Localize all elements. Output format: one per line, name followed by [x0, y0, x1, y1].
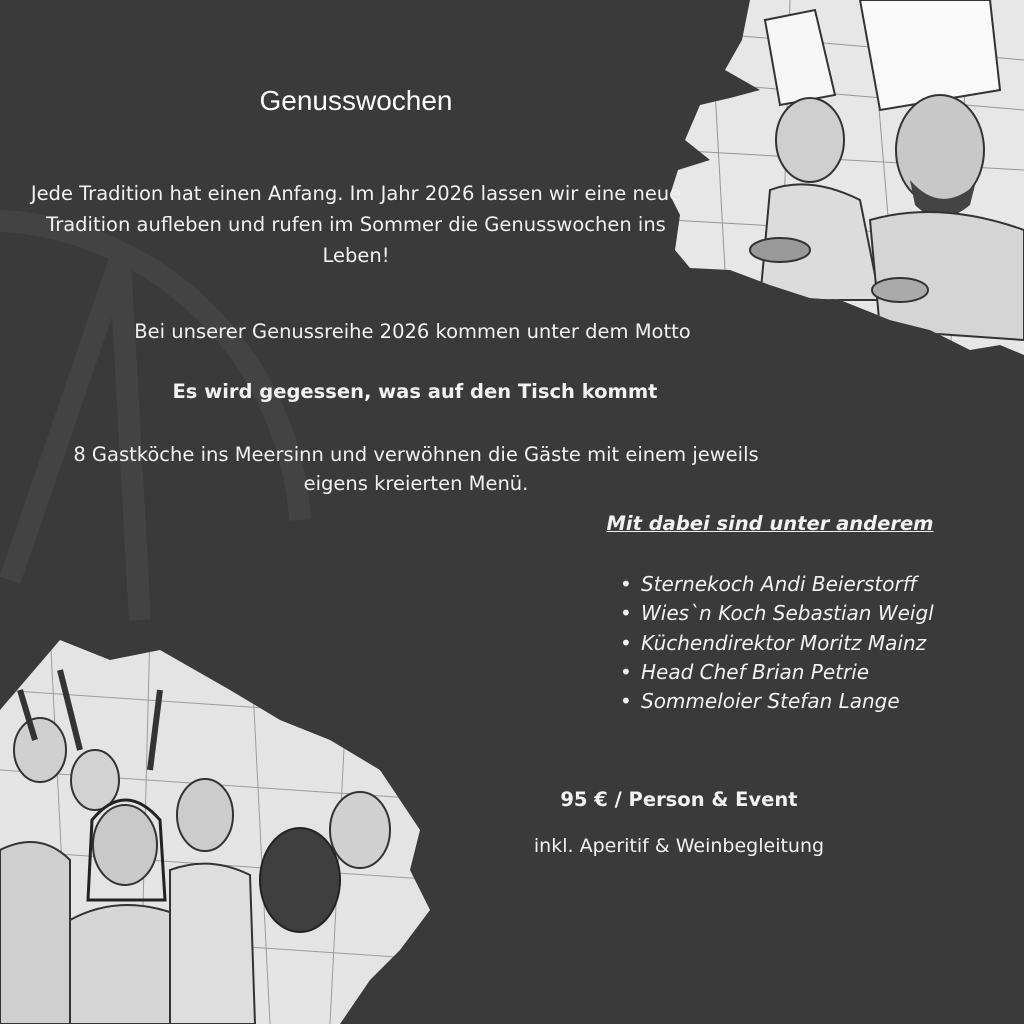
chef-name: Sommeloier Stefan Lange [641, 689, 900, 714]
chef-name: Sternekoch Andi Beierstorff [641, 572, 918, 596]
bullet-icon: • [620, 659, 632, 684]
intro-paragraph: Jede Tradition hat einen Anfang. Im Jahr 2026 lassen wir eine neue Tradition aufleben und rufen im Sommer die Genusswochen ins Leben! [30, 182, 682, 267]
chef-name: Wies`n Koch Sebastian Weigl [641, 601, 934, 626]
bullet-icon: • [620, 572, 632, 596]
chef-name: Küchendirektor Moritz Mainz [641, 630, 927, 655]
motto-intro-text: Bei unserer Genussreihe 2026 kommen unter dem Motto [134, 320, 691, 343]
chef-list-heading: Mit dabei sind unter anderem [606, 512, 934, 535]
bullet-icon: • [620, 689, 632, 714]
chef-list [620, 570, 934, 716]
list-item [620, 599, 934, 628]
chefs-intro-paragraph: 8 Gastköche ins Meersinn und verwöhnen die Gäste mit einem jeweils eigens kreierten Menü. [73, 443, 759, 495]
motto-text: Es wird gegessen, was auf den Tisch kommt [172, 380, 658, 403]
bullet-icon: • [620, 630, 632, 655]
page-title: Genusswochen [259, 85, 453, 116]
list-item [620, 658, 934, 687]
list-item [620, 570, 934, 599]
celebrating-crowd-illustration [0, 630, 440, 1024]
list-item [620, 629, 934, 658]
price-note-text: inkl. Aperitif & Weinbegleitung [533, 835, 825, 857]
bullet-icon: • [620, 601, 632, 626]
chef-name: Head Chef Brian Petrie [641, 659, 870, 684]
list-item [620, 687, 934, 716]
price-text: 95 € / Person & Event [560, 788, 798, 811]
chefs-cooking-illustration [670, 0, 1024, 360]
